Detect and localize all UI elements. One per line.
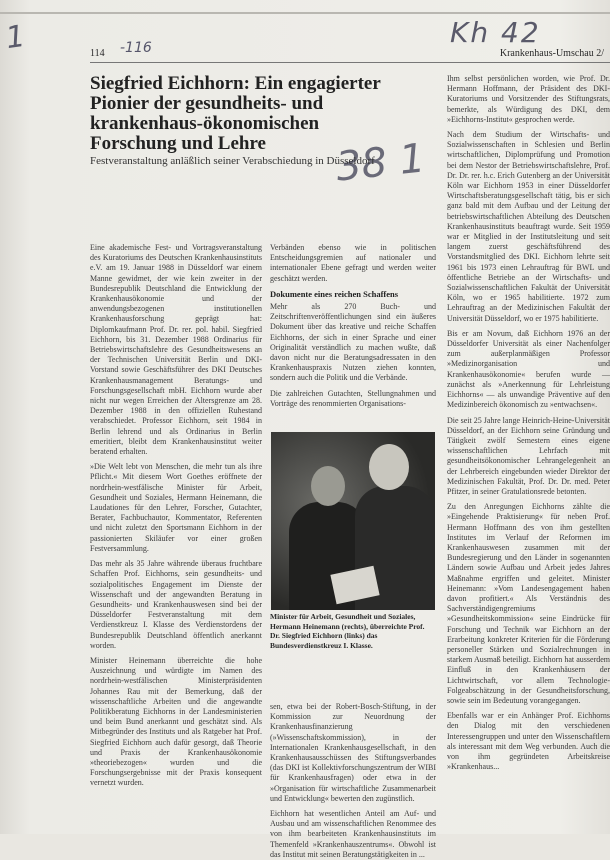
person-eichhorn-head xyxy=(311,466,345,506)
paragraph: Eine akademische Fest- und Vortragsveranstaltung des Kuratoriums des Deutschen Krankenhausinstituts e.V. am 19. Januar 1988 in Düsseldorf war einem Manne gewidmet, der wie kein zweiter in der Bundesrepublik Deutschland die Entwicklung der Krankenhausökonomie und der anwendungsbezogenen institutionellen Krankenhausforschung geprägt hat: Diplomkaufmann Prof. Dr. rer. pol. habil. Siegfried Eichhorn, bis 31. Dezember 1988 Ordinarius für Betriebswirtschaftslehre des Gesundheitswesens an der Technischen Universität Berlin und DKI-Vorstand sowie Geschäftsführer des DKI Deutsches Krankenhausmanagement Beratungs- und Forschungsgesellschaft mbH. Eichhorn wurde aber nicht nur wegen Erreichen der Altersgrenze am 28. Dezember 1988 in den offiziellen Ruhestand verabschiedet. Professor Eichhorn, seit 1984 in Berlin lehrend und als Ordinarius in Berlin emeritiert, bleibt dem Krankenhausinstitut weiter beratend erhalten. xyxy=(90,243,262,457)
photo-caption: Minister für Arbeit, Gesundheit und Soziales, Hermann Heinemann (rechts), überreichte Prof. Dr. Siegfried Eichhorn (links) das Bundesverdienstkreuz I. Klasse. xyxy=(270,612,425,650)
paragraph: »Die Welt lebt von Menschen, die mehr tun als ihre Pflicht.« Mit diesem Wort Goethes eröffnete der nordrhein-westfälische Minister für Arbeit, Gesundheit und Soziales, Hermann Heinemann, die Laudationes für den Lehrer, Forscher, Gutachter, Berater, Fachbuchautor, Kommentator, Referenten und nicht zuletzt den Sportsmann Eichhorn in der passionierten Skiläufer vor einer großen Festversammlung. xyxy=(90,462,262,553)
paragraph: Nach dem Studium der Wirtschafts- und Sozialwissenschaften in Schlesien und Berlin wirtschaftlichen, Diplomprüfung und Promotion bei dem Nestor der Betriebswirtschaftslehre, Prof. Dr. Dr. rer. h.c. Erich Gutenberg an der Universität Köln war Eichhorn 1953 in einer Düsseldorfer Wirtschaftsberatungsgesellschaft tätig, bis er sich ganz bald mit dem Aufbau und der Leitung der betriebswirtschaftlichen Abteilung des Deutschen Krankenhausinstituts beauftragt wurde. Seit 1959 war er Mitglied in der Institutsleitung und seit langem zuerst geschäftsführend des Vorstandsmitglied des DKI. Eichhorn lehrte seit 1961 bis 1973 einen Lehrauftrag für BWL und öffentliche Betriebe an der Wirtschafts- und Sozialwissenschaftlichen Fakultät der Universität Köln, wo er 1965 habilitierte. 1972 zum Lehrauftrag an der Medizinischen Fakultät der Universität Düsseldorf, wo er 1975 habilitierte. xyxy=(447,130,610,323)
paragraph: Eichhorn hat wesentlichen Anteil am Auf- und Ausbau und am wissenschaftlichen Renommee des von ihm bearbeiteten Krankenhausinstituts im Themenfeld »Krankenhauszentrums«. Obwohl ist das Institut mit seinen Beratungstätigkeiten in ... xyxy=(270,809,436,859)
paragraph: sen, etwa bei der Robert-Bosch-Stiftung, in der Kommission zur Neuordnung der Krankenhausfinanzierung (»Wissenschaftskommission), in der Internationalen Krankenhausgesellschaft, in den Krankenhausausschüssen des Stiftungsverbandes (das DKI ist Kollektivforschungszentrum der WIBI für Krankenhausfragen) oder etwa in der »Organisation für wirtschaftliche Zusammenarbeit und Entwicklung« bewerten den zugünstlich. xyxy=(270,702,436,803)
article-title: Siegfried Eichhorn: Ein engagierter Pionier der gesundheits- und krankenhaus-ökonomischen Forschung und Lehre xyxy=(90,73,381,154)
text-column-3 xyxy=(447,74,610,777)
paragraph: Minister Heinemann überreichte die hohe Auszeichnung und würdigte im Namen des nordrhein-westfälischen Ministerpräsidenten Johannes Rau mit der Bemerkung, daß der wissenschaftliche Arbeiten und die angewandte Politikberatung Eichhorns in der Landesministerien und beim Bund anerkannt und geschätzt sind. Als Mitbegründer des Instituts und als Ratgeber hat Prof. Siegfried Eichhorn auch dafür gesorgt, daß Theorie und Praxis der Krankenhausökonomie »theoriebezogen« wurden und die Forschungsergebnisse mit der Praxis konsequent vernetzt wurden. xyxy=(90,655,262,788)
person-heinemann-head xyxy=(369,444,409,490)
paragraph: Mehr als 270 Buch- und Zeitschriftenveröffentlichungen sind ein äußeres Dokument über das kreative und reiche Schaffen Eichhorns, der sich in einer Sprache und einer Originalität verständlich zu machen wußte, daß davon nicht nur die Beratungsadressaten in den Krankenhauspraxis Nutzen ziehen konnten, sondern auch die Politik und die Verbände. xyxy=(270,302,436,383)
paragraph: Ebenfalls war er ein Anhänger Prof. Eichhorns den Dialog mit den verschiedenen Interessengruppen und unter den Wissenschaftlern als interessant mit dem Weg verbunden. Auch die von ihm gegründeten Arbeitskreise »Krankenhaus... xyxy=(447,711,610,772)
text-column-2-bottom xyxy=(270,702,436,859)
scan-edge-line xyxy=(0,12,610,14)
paragraph: Zu den Anregungen Eichhorns zählte die »Eingehende Praktisierung« für neben Prof. Hermann Hoffmann des von ihm gestellten Institutes im Verlauf der Reformen im Krankenhauswesen zusammen mit der Bundesregierung und den Länder in sogenannten Ländern sowie Aufbau und Arbeit jedes Jahres Maßnahme ergriffen und geleitet. Minister Heinemann: »Vom Landesengagement haben davon profitiert.« Als Verständnis des Sachverständigengremiums »Gesundheitskommission« seine Eindrücke für Forschung und Technik war Eichhorn an der Erarbeitung konkreter Kriterien für die Förderung personeller Stärken und Sozialrechnungen in starkem Ausmaß beteiligt. Eichhorn hat ausserdem Einfluß in den Krankenhäusern der Lichtwirtschaft, vor allem Technologie-Folgeabschätzung in der Gesundheitsforschung, sowie sein im Bedeutung vorangegangen. xyxy=(447,502,610,705)
handwritten-archive-code: Kh 42 xyxy=(450,16,541,49)
paragraph: Ihm selbst persönlichen worden, wie Prof. Dr. Hermann Hoffmann, der Präsident des DKI-Kuratoriums und Vorsitzender des Stiftungsrats, bemerkte, als Würdigung des DKI, dem »Eichhorns-Institut« gesprochen werde. xyxy=(447,74,610,124)
text-column-2-top xyxy=(270,243,436,414)
section-heading: Dokumente eines reichen Schaffens xyxy=(270,288,399,299)
page-header xyxy=(90,40,610,63)
paragraph: Bis er am Novum, daß Eichhorn 1976 an der Düsseldorfer Universität als einer Nachenfolger zum außerplanmäßigen Professor »Medizinorganisation und Krankenhausökonomie« berufen wurde — zunächst als »Anerkennung für Lehrleistung Eichhorns« — als unwandige Präventive auf den Medizinbereich ökonomisch zu »entwachsen«. xyxy=(447,328,610,410)
page-number: 114 xyxy=(90,48,105,59)
handwritten-mark-left: 1 xyxy=(3,18,28,57)
journal-name: Krankenhaus-Umschau 2/ xyxy=(499,48,604,59)
paragraph: Die seit 25 Jahre lange Heinrich-Heine-Universität Düsseldorf, an der Eichhorn seine Gründung und Tätigkeit zwölf Semestern eines eigene wissenschaftlichen Lehrfach mit gesundheitsökonomischer Lehrangelegenheit an der Lehrbereich eingebunden wieder Direktor der Medizinischen Fakultät, Prof. Dr. Dr. med. Peter Pfitzer, in seiner Gratulationsrede betonten. xyxy=(447,415,610,496)
article-subtitle: Festveranstaltung anläßlich seiner Verabschiedung in Düsseldorf xyxy=(90,155,375,167)
text-column-1 xyxy=(90,243,262,794)
handwritten-margin-number: 38 1 xyxy=(333,135,428,191)
handwritten-page-note: -116 xyxy=(120,40,152,56)
paragraph: Verbänden ebenso wie in politischen Entscheidungsgremien auf nationaler und internationaler Ebene gefragt und werden weiter geschätzt werden. xyxy=(270,243,436,283)
award-photo xyxy=(271,432,435,610)
paragraph: Die zahlreichen Gutachten, Stellungnahmen und Vorträge des renommierten Organisations- xyxy=(270,388,436,408)
paragraph: Das mehr als 35 Jahre währende überaus fruchtbare Schaffen Prof. Eichhorns, sein gesundheits- und sozialpolitisches Engagement im Dienste der Wissenschaft und der angewandten Beratung in Gesundheits- und Krankenhauswesen sind bei der Düsseldorfer Festveranstaltung mit dem Verdienstkreuz I. Klasse des Verdienstordens der Bundesrepublik Deutschland öffentlich anerkannt worden. xyxy=(90,559,262,650)
